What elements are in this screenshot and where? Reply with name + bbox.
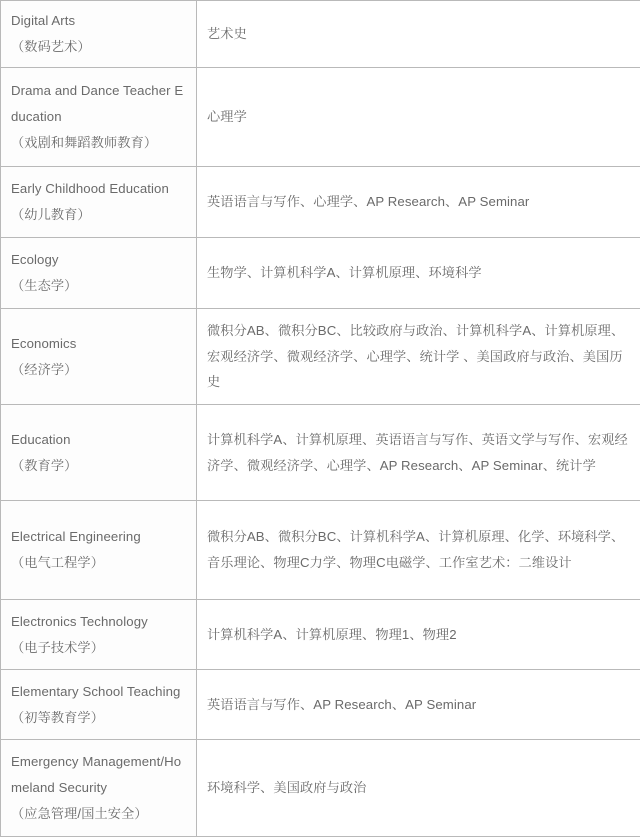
table-row (1, 238, 640, 309)
table-row (1, 501, 640, 600)
courses-cell (197, 600, 640, 670)
courses-cell (197, 167, 640, 238)
major-name-zh: （数码艺术） (11, 34, 187, 60)
major-name-en: Electrical Engineering (11, 524, 187, 550)
major-name-zh: （幼儿教育） (11, 202, 187, 228)
courses-cell (197, 740, 640, 837)
major-name-en: Elementary School Teaching (11, 679, 187, 705)
courses-list: 微积分AB、微积分BC、比较政府与政治、计算机科学A、计算机原理、宏观经济学、微观经济学、心理学、统计学 、美国政府与政治、美国历史 (207, 318, 631, 395)
major-name-zh: （戏剧和舞蹈教师教育） (11, 130, 187, 156)
major-cell (1, 1, 197, 68)
table-row (1, 167, 640, 238)
table-row (1, 600, 640, 670)
courses-cell (197, 670, 640, 740)
courses-list: 艺术史 (207, 21, 631, 47)
major-name-en: Ecology (11, 247, 187, 273)
courses-list: 英语语言与写作、心理学、AP Research、AP Seminar (207, 189, 631, 215)
major-name-zh: （应急管理/国土安全） (11, 801, 187, 827)
major-name-zh: （经济学） (11, 357, 187, 383)
major-cell (1, 600, 197, 670)
major-name-zh: （初等教育学） (11, 705, 187, 731)
courses-list: 计算机科学A、计算机原理、英语语言与写作、英语文学与写作、宏观经济学、微观经济学、心理学、AP Research、AP Seminar、统计学 (207, 427, 631, 478)
major-cell (1, 238, 197, 309)
table-body (1, 1, 640, 837)
table-row (1, 68, 640, 167)
major-name-en: Electronics Technology (11, 609, 187, 635)
major-name-en: Digital Arts (11, 8, 187, 34)
major-name-en: Emergency Management/Homeland Security (11, 749, 187, 800)
table-row (1, 740, 640, 837)
table-row (1, 405, 640, 501)
major-name-zh: （电气工程学） (11, 550, 187, 576)
courses-list: 心理学 (207, 104, 631, 130)
courses-cell (197, 501, 640, 600)
major-name-en: Drama and Dance Teacher Education (11, 78, 187, 129)
courses-list: 生物学、计算机科学A、计算机原理、环境科学 (207, 260, 631, 286)
major-cell (1, 167, 197, 238)
major-name-en: Early Childhood Education (11, 176, 187, 202)
major-name-zh: （教育学） (11, 453, 187, 479)
courses-cell (197, 1, 640, 68)
major-cell (1, 740, 197, 837)
table-row (1, 309, 640, 405)
table-row (1, 670, 640, 740)
major-name-zh: （生态学） (11, 273, 187, 299)
courses-list: 计算机科学A、计算机原理、物理1、物理2 (207, 622, 631, 648)
courses-cell (197, 309, 640, 405)
courses-list: 微积分AB、微积分BC、计算机科学A、计算机原理、化学、环境科学、音乐理论、物理C力学、物理C电磁学、工作室艺术：二维设计 (207, 524, 631, 575)
major-cell (1, 309, 197, 405)
courses-list: 环境科学、美国政府与政治 (207, 775, 631, 801)
table-row (1, 1, 640, 68)
major-cell (1, 68, 197, 167)
major-cell (1, 670, 197, 740)
courses-cell (197, 68, 640, 167)
major-name-en: Economics (11, 331, 187, 357)
courses-cell (197, 405, 640, 501)
major-name-en: Education (11, 427, 187, 453)
major-name-zh: （电子技术学） (11, 635, 187, 661)
courses-list: 英语语言与写作、AP Research、AP Seminar (207, 692, 631, 718)
courses-cell (197, 238, 640, 309)
major-cell (1, 405, 197, 501)
major-cell (1, 501, 197, 600)
